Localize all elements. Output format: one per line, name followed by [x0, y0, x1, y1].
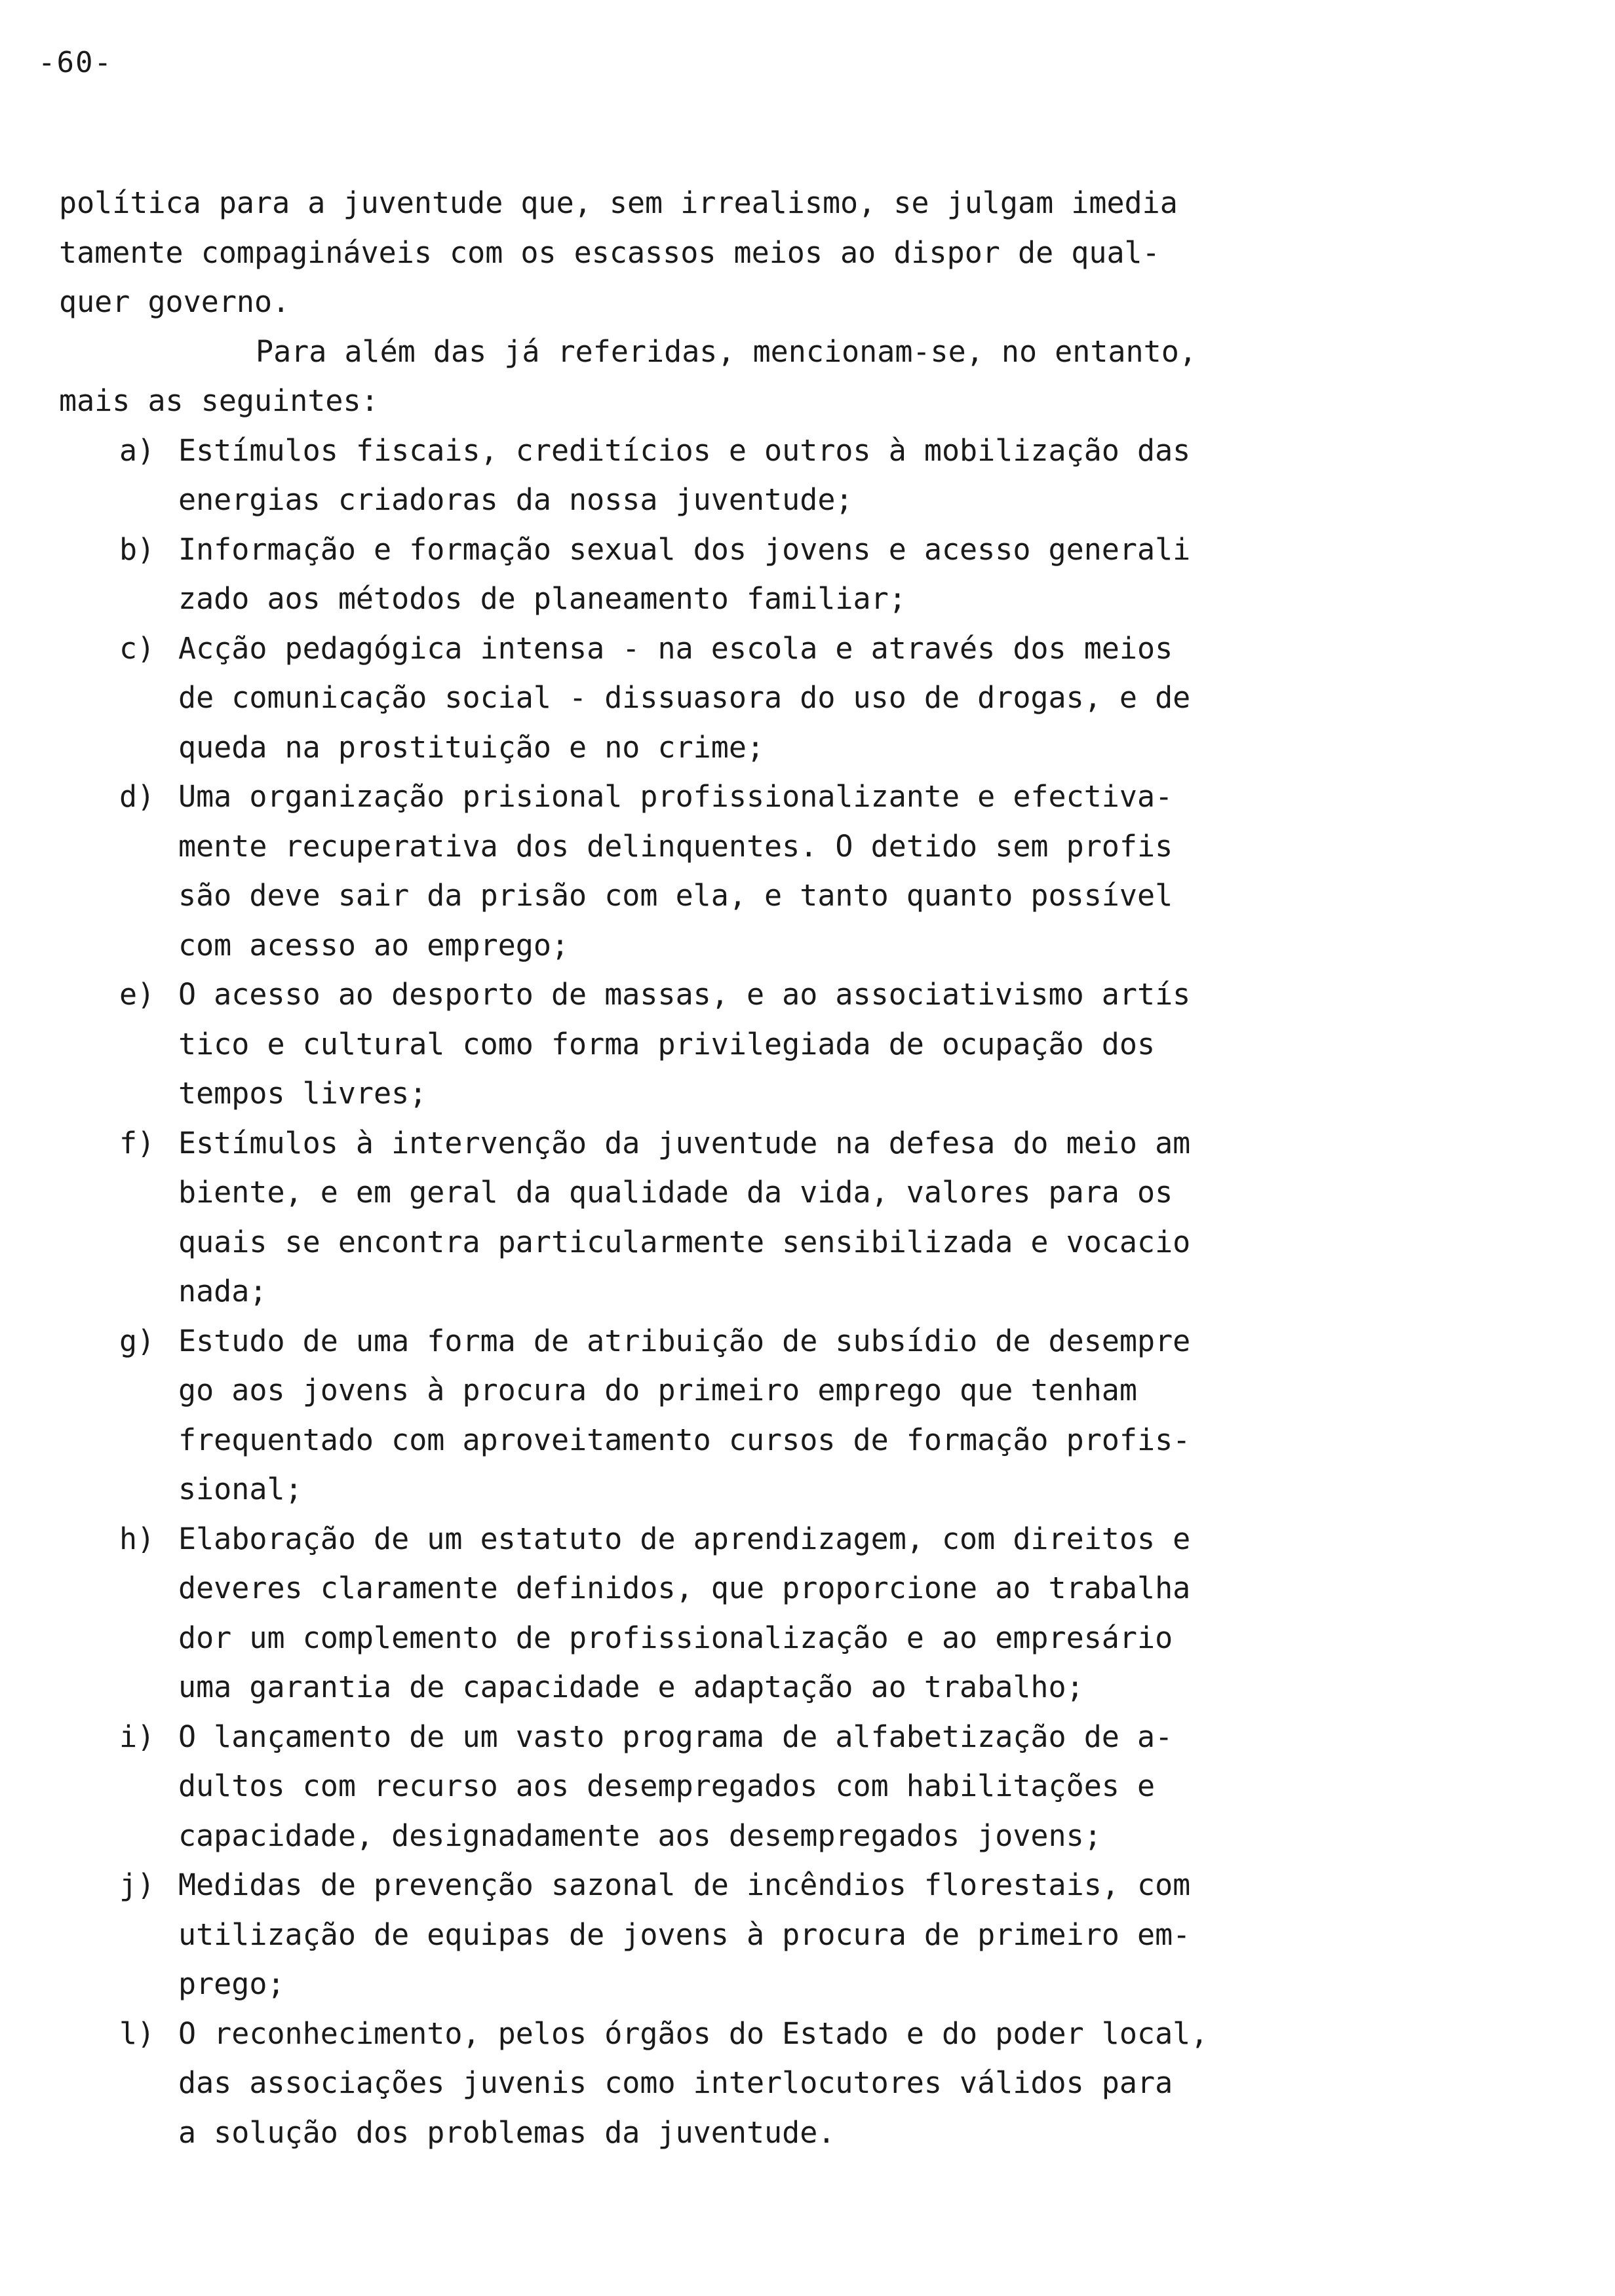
text-line: são deve sair da prisão com ela, e tanto quanto possível	[178, 878, 1173, 913]
list-item	[59, 970, 1370, 1119]
list-item-marker: f)	[119, 1125, 155, 1160]
text-line: com acesso ao emprego;	[178, 927, 570, 963]
list-item	[59, 1119, 1370, 1316]
text-line: política para a juventude que, sem irrealismo, se julgam imedia	[59, 185, 1178, 220]
text-line: O reconhecimento, pelos órgãos do Estado e do poder local,	[178, 2016, 1209, 2051]
list-item-marker: l)	[119, 2016, 155, 2051]
text-line: tempos livres;	[178, 1076, 427, 1111]
list-item-text	[178, 426, 1370, 525]
list-item-marker: h)	[119, 1521, 155, 1556]
document-body	[59, 178, 1370, 2157]
list-item-marker: g)	[119, 1323, 155, 1358]
list-item	[59, 2009, 1370, 2158]
list-item-text	[178, 1119, 1370, 1316]
list-item-text	[178, 2009, 1370, 2158]
list-item	[59, 1860, 1370, 2009]
text-line: capacidade, designadamente aos desempregados jovens;	[178, 1818, 1102, 1853]
list-item-text	[178, 525, 1370, 624]
text-line: Estímulos fiscais, creditícios e outros à mobilização das	[178, 432, 1191, 468]
text-line: mais as seguintes:	[59, 383, 379, 418]
page-number: -60-	[38, 46, 113, 79]
text-line: O lançamento de um vasto programa de alfabetização de a-	[178, 1719, 1173, 1754]
list-item	[59, 525, 1370, 624]
text-line: Acção pedagógica intensa - na escola e através dos meios	[178, 630, 1173, 666]
text-line: tamente compagináveis com os escassos meios ao dispor de qual-	[59, 235, 1160, 270]
text-line: dultos com recurso aos desempregados com habilitações e	[178, 1769, 1156, 1803]
list-item	[59, 426, 1370, 525]
text-line: tico e cultural como forma privilegiada de ocupação dos	[178, 1026, 1156, 1062]
text-line: O acesso ao desporto de massas, e ao associativismo artís	[178, 977, 1191, 1012]
intro-paragraph	[59, 178, 1370, 327]
text-line: quais se encontra particularmente sensibilizada e vocacio	[178, 1224, 1191, 1259]
text-line: utilização de equipas de jovens à procura de primeiro em-	[178, 1917, 1191, 1952]
text-line: Informação e formação sexual dos jovens e acesso generali	[178, 531, 1191, 567]
list-item-text	[178, 1860, 1370, 2009]
text-line: Elaboração de um estatuto de aprendizagem, com direitos e	[178, 1521, 1191, 1556]
list-item	[59, 1316, 1370, 1514]
list-item-text	[178, 1514, 1370, 1712]
text-line: quer governo.	[59, 284, 290, 319]
list-item	[59, 1514, 1370, 1712]
list-item	[59, 772, 1370, 970]
list-item-text	[178, 1712, 1370, 1861]
text-line: Uma organização prisional profissionalizante e efectiva-	[178, 779, 1173, 814]
text-line: Estímulos à intervenção da juventude na defesa do meio am	[178, 1125, 1191, 1160]
list-item-marker: j)	[119, 1867, 155, 1902]
list-item-text	[178, 624, 1370, 773]
list-item-marker: i)	[119, 1719, 155, 1754]
text-line: prego;	[178, 1966, 285, 2001]
text-line: queda na prostituição e no crime;	[178, 729, 765, 765]
list-item-marker: b)	[119, 531, 155, 567]
list-item-marker: e)	[119, 977, 155, 1012]
text-line: sional;	[178, 1472, 303, 1506]
text-line: de comunicação social - dissuasora do uso de drogas, e de	[178, 680, 1191, 715]
list-item-marker: c)	[119, 630, 155, 666]
text-line: a solução dos problemas da juventude.	[178, 2114, 836, 2150]
text-line: energias criadoras da nossa juventude;	[178, 482, 853, 517]
list-item	[59, 624, 1370, 773]
text-line: das associações juvenis como interlocutores válidos para	[178, 2065, 1173, 2100]
list-item-text	[178, 772, 1370, 970]
text-line: Estudo de uma forma de atribuição de subsídio de desempre	[178, 1323, 1191, 1358]
lead-paragraph	[59, 327, 1370, 426]
text-line: deveres claramente definidos, que proporcione ao trabalha	[178, 1571, 1191, 1605]
text-line: dor um complemento de profissionalização e ao empresário	[178, 1620, 1173, 1655]
text-line: zado aos métodos de planeamento familiar;	[178, 581, 906, 616]
list-item-text	[178, 1316, 1370, 1514]
measures-list	[59, 426, 1370, 2158]
text-line: go aos jovens à procura do primeiro emprego que tenham	[178, 1373, 1137, 1407]
text-line: frequentado com aproveitamento cursos de formação profis-	[178, 1422, 1191, 1457]
list-item-marker: d)	[119, 779, 155, 814]
text-line: nada;	[178, 1274, 267, 1309]
text-line: biente, e em geral da qualidade da vida, valores para os	[178, 1175, 1173, 1210]
list-item-marker: a)	[119, 432, 155, 468]
text-line: mente recuperativa dos delinquentes. O detido sem profis	[178, 828, 1173, 864]
text-line: uma garantia de capacidade e adaptação ao trabalho;	[178, 1670, 1084, 1704]
text-line: Medidas de prevenção sazonal de incêndios florestais, com	[178, 1867, 1191, 1902]
list-item	[59, 1712, 1370, 1861]
list-item-text	[178, 970, 1370, 1119]
text-line: Para além das já referidas, mencionam-se, no entanto,	[256, 334, 1197, 369]
